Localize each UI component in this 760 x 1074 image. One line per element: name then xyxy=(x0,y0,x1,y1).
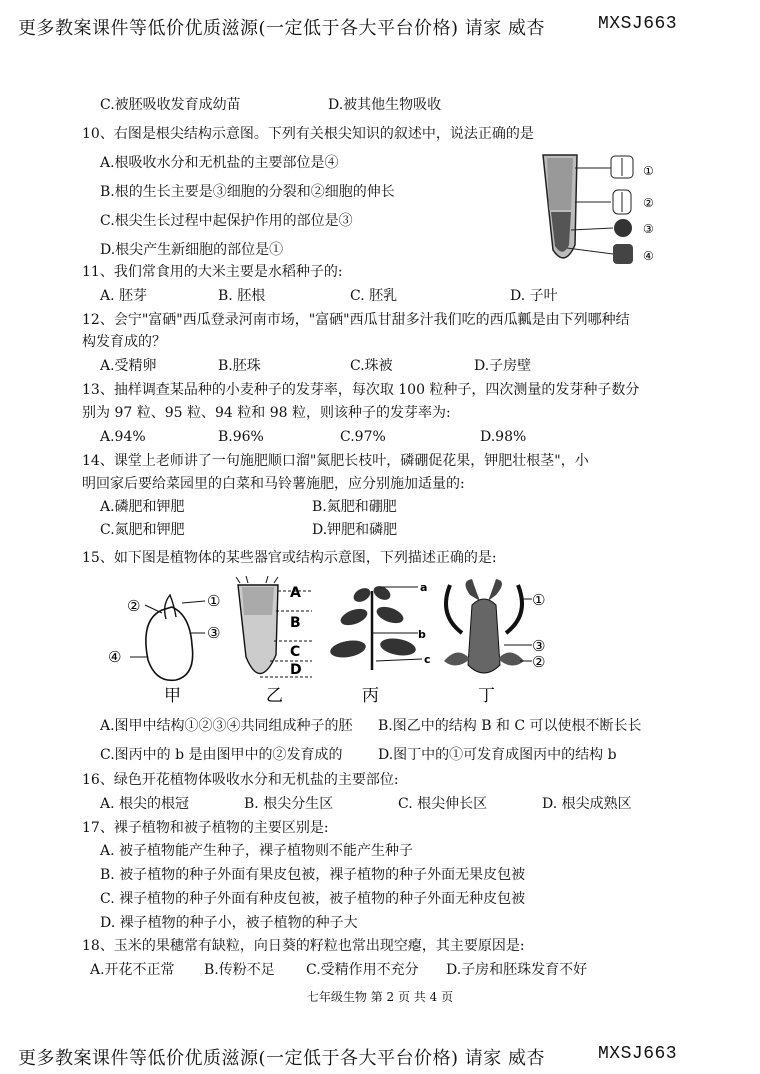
q11-option-b: B. 胚根 xyxy=(218,288,266,304)
root-label-4: ④ xyxy=(643,249,654,263)
q15-option-a: A.图甲中结构①②③④共同组成种子的胚 xyxy=(100,718,353,734)
q14-option-d: D.钾肥和磷肥 xyxy=(312,522,398,538)
q15-option-d: D.图丁中的①可发育成图丙中的结构 b xyxy=(378,747,617,763)
bing-label-c: c xyxy=(424,653,431,666)
q18-option-b: B.传粉不足 xyxy=(204,962,275,978)
jia-label-4: ④ xyxy=(108,648,122,666)
q11-option-d: D. 子叶 xyxy=(510,288,558,304)
q14-option-c: C.氮肥和钾肥 xyxy=(100,522,185,538)
q15-option-c: C.图丙中的 b 是由图甲中的②发育成的 xyxy=(100,747,343,763)
q18-option-a: A.开花不正常 xyxy=(90,962,175,978)
q10-option-d: D.根尖产生新细胞的部位是① xyxy=(100,242,284,258)
figure-ding xyxy=(444,579,545,673)
fig-title-ding: 丁 xyxy=(478,686,495,706)
q17-option-a: A. 被子植物能产生种子，裸子植物则不能产生种子 xyxy=(100,843,414,859)
ding-label-3: ③ xyxy=(532,637,546,655)
q18-option-c: C.受精作用不充分 xyxy=(306,962,419,978)
q12-option-d: D.子房壁 xyxy=(474,358,532,374)
fig-title-bing: 丙 xyxy=(362,686,379,706)
q12-stem-2: 构发育成的？ xyxy=(82,334,166,350)
q13-option-a: A.94% xyxy=(100,429,146,445)
q17-stem: 17、裸子植物和被子植物的主要区别是: xyxy=(82,820,329,836)
q16-option-c: C. 根尖伸长区 xyxy=(398,796,488,812)
q12-stem-1: 12、会宁"富硒"西瓜登录河南市场，"富硒"西瓜甘甜多汁我们吃的西瓜瓤是由下列哪种结 xyxy=(82,312,630,328)
q10-option-b: B.根的生长主要是③细胞的分裂和②细胞的伸长 xyxy=(100,184,395,200)
yi-label-a: A xyxy=(290,585,301,601)
q18-option-d: D.子房和胚珠发育不好 xyxy=(446,962,588,978)
q11-stem: 11、我们常食用的大米主要是水稻种子的: xyxy=(82,264,343,280)
q16-option-d: D. 根尖成熟区 xyxy=(542,796,632,812)
bing-label-b: b xyxy=(418,628,426,641)
q14-option-b: B.氮肥和硼肥 xyxy=(312,499,397,515)
root-label-2: ② xyxy=(643,196,654,210)
q12-option-b: B.胚珠 xyxy=(218,358,261,374)
root-label-3: ③ xyxy=(643,222,654,236)
figure-jia-seed xyxy=(108,592,220,680)
q13-stem-1: 13、抽样调查某品种的小麦种子的发芽率，每次取 100 粒种子，四次测量的发芽种子数分 xyxy=(82,382,640,398)
q11-option-a: A. 胚芽 xyxy=(100,288,148,304)
fig-title-yi: 乙 xyxy=(266,686,283,706)
q12-option-a: A.受精卵 xyxy=(100,358,157,374)
ding-label-1: ① xyxy=(532,591,546,609)
yi-label-d: D xyxy=(290,662,302,678)
ding-label-2: ② xyxy=(532,653,546,671)
figure-bing-plant xyxy=(329,581,431,670)
root-tip-figure xyxy=(535,150,665,272)
q16-option-b: B. 根尖分生区 xyxy=(244,796,334,812)
q17-option-b: B. 被子植物的种子外面有果皮包被，裸子植物的种子外面无果皮包被 xyxy=(100,867,526,883)
q17-option-d: D. 裸子植物的种子小，被子植物的种子大 xyxy=(100,915,358,931)
q9-option-c: C.被胚吸收发育成幼苗 xyxy=(100,97,241,113)
yi-label-b: B xyxy=(290,615,301,631)
q13-option-c: C.97% xyxy=(340,429,386,445)
yi-label-c: C xyxy=(290,644,301,660)
figure-yi-root xyxy=(236,576,312,678)
page-header xyxy=(18,14,678,40)
fig-title-jia: 甲 xyxy=(164,686,181,706)
root-label-1: ① xyxy=(643,164,654,178)
q17-option-c: C. 裸子植物的种子外面有种皮包被，被子植物的种子外面无种皮包被 xyxy=(100,891,526,907)
q14-stem-1: 14、课堂上老师讲了一句施肥顺口溜"氮肥长枝叶，磷硼促花果，钾肥壮根茎"，小 xyxy=(82,453,589,469)
q13-option-d: D.98% xyxy=(480,429,527,445)
q10-option-c: C.根尖生长过程中起保护作用的部位是③ xyxy=(100,213,353,229)
q13-option-b: B.96% xyxy=(218,429,264,445)
bing-label-a: a xyxy=(420,581,428,594)
q15-option-b: B.图乙中的结构 B 和 C 可以使根不断长长 xyxy=(378,718,642,734)
q10-option-a: A.根吸收水分和无机盐的主要部位是④ xyxy=(100,155,339,171)
q10-stem: 10、右图是根尖结构示意图。下列有关根尖知识的叙述中，说法正确的是 xyxy=(82,126,534,142)
q18-stem: 18、玉米的果穗常有缺粒，向日葵的籽粒也常出现空瘪，其主要原因是: xyxy=(82,938,525,954)
q11-option-c: C. 胚乳 xyxy=(350,288,398,304)
jia-label-2: ② xyxy=(127,597,141,615)
q14-stem-2: 明回家后要给菜园里的白菜和马铃薯施肥，应分别施加适量的: xyxy=(82,476,465,492)
q16-stem: 16、绿色开花植物体吸收水分和无机盐的主要部位: xyxy=(82,772,399,788)
header-code: MXSJ663 xyxy=(598,14,678,34)
q13-stem-2: 别为 97 粒、95 粒、94 粒和 98 粒，则该种子的发芽率为: xyxy=(82,405,451,421)
page-footer: 七年级生物 第 2 页 共 4 页 xyxy=(306,990,454,1004)
header-text: 更多教案课件等低价优质滋源(一定低于各大平台价格) 请家 威杏 xyxy=(18,18,545,39)
jia-label-3: ③ xyxy=(207,624,221,642)
bottom-banner-code: MXSJ663 xyxy=(598,1044,678,1064)
bottom-banner-text: 更多教案课件等低价优质滋源(一定低于各大平台价格) 请家 威杏 xyxy=(18,1048,545,1069)
q9-option-d: D.被其他生物吸收 xyxy=(328,97,442,113)
jia-label-1: ① xyxy=(207,592,221,610)
q16-option-a: A. 根尖的根冠 xyxy=(100,796,190,812)
q12-option-c: C.珠被 xyxy=(350,358,393,374)
q14-option-a: A.磷肥和钾肥 xyxy=(100,499,185,515)
q15-stem: 15、如下图是植物体的某些器官或结构示意图，下列描述正确的是: xyxy=(82,550,497,566)
q15-figure xyxy=(100,575,570,710)
page-bottom-banner xyxy=(18,1044,678,1070)
